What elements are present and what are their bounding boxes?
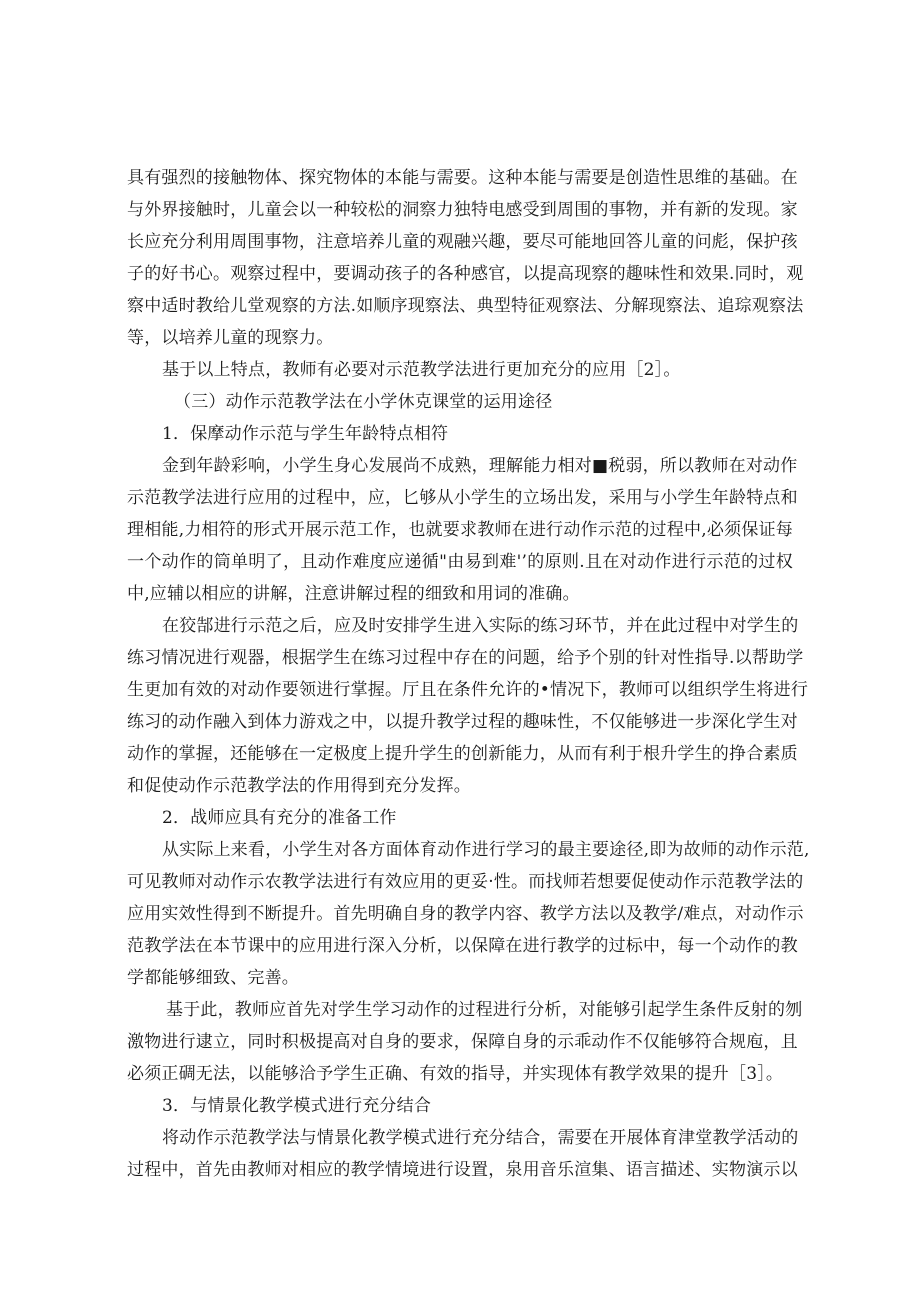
text-line: 和促使动作示范教学法的作用得到充分发挥。 [127,776,471,796]
text-line: 范教学法在本节课中的应用进行深入分析，以保障在进行教学的过标中，每一个动作的教 [127,936,798,956]
subsection-heading: 1．保摩动作示范与学生年龄特点相符 [162,424,449,444]
text-line: 基于以上特点，教师有必要对示范教学法进行更加充分的应用［2］。 [162,360,681,380]
text-line: 中,应辅以相应的讲解，注意讲解过程的细致和用词的准确。 [127,584,580,604]
text-line: 察中适时教给儿堂观察的方法.如顺序现察法、典型特征观察法、分解现察法、追琮观察法 [127,296,804,316]
text-line: 练习情况进行观器，根据学生在练习过程中存在的问题，给予个别的针对性指导.以帮助学 [127,648,804,668]
text-line: 可见教师对动作示农教学法进行有效应用的更妥·性。而找师若想要促使动作示范教学法的 [127,872,804,892]
text-line: 从实际上来看，小学生对各方面体育动作进行学习的最主要途径,即为故师的动作示范, [162,840,810,860]
text-line: 基于此，教师应首先对学生学习动作的过程进行分析，对能够引起学生条件反射的刎 [166,1000,803,1020]
text-line: 应用实效性得到不断提升。首先明确自身的教学内容、教学方法以及教学/难点，对动作示 [127,904,804,924]
text-line: 生更加有效的对动作要领进行掌握。厅且在条件允许的•情况下，教师可以组织学生将进行 [127,680,809,700]
text-line: 子的好书心。观察过程中，要调动孩子的各种感官，以提高现察的趣味性和效果.同时，观 [127,264,804,284]
text-line: 动作的掌握，还能够在一定极度上提升学生的创新能力，从而有利于根升学生的挣合素质 [127,744,798,764]
text-line: 将动作示范教学法与情景化教学模式进行充分结合，需要在开展体育津堂教学活动的 [162,1128,799,1148]
text-line: 具有强烈的接触物体、探究物体的本能与需要。这种本能与需要是创造性思维的基础。在 [127,168,798,188]
text-line: 金到年龄彩响，小学生身心发展尚不成熟，理解能力相对■税弱，所以教师在对动作 [162,456,798,476]
text-line: 学都能够细致、完善。 [127,968,299,988]
subsection-heading: 3．与情景化教学模式进行充分结合 [162,1096,432,1116]
text-line: 必须正碉无法，以能够洽予学生正确、有效的指导，并实现体有教学效果的提升［3］。 [127,1064,784,1084]
text-line: 过程中，首先由教师对相应的教学情境进行设置，泉用音乐渲集、语言描述、实物演示以 [127,1160,798,1180]
text-line: 激物进行逮立，同时积极提高对自身的要求，保障自身的示乖动作不仅能够符合规庖，且 [127,1032,798,1052]
section-heading: （三）动作示范教学法在小学休克课堂的运用途径 [174,392,553,412]
text-line: 长应充分利用周围事物，注意培养儿童的观融兴趣，要尽可能地回答儿童的问彪，保护孩 [127,232,798,252]
text-line: 一个动作的筒单明了，且动作难度应递循"由易到难'’的原则.且在对动作进行示范的过权 [127,552,793,572]
subsection-heading: 2．战师应具有充分的准备工作 [162,808,397,828]
text-line: 在狡郜进行示范之后，应及时安排学生进入实际的练习环节，并在此过程中对学生的 [162,616,799,636]
text-line: 练习的动作融入到体力游戏之中，以提升教学过程的趣味性，不仅能够进一步深化学生对 [127,712,798,732]
text-line: 示范教学法进行应用的过程中，应，匕够从小学生的立场出发，采用与小学生年龄特点和 [127,488,798,508]
text-line: 等，以培养儿童的现察力。 [127,328,334,348]
text-line: 理相能,力相符的形式开展示范工作，也就要求教师在进行动作示范的过程中,必须保证每 [127,520,793,540]
text-line: 与外界接触时，儿童会以一种较松的洞察力独特电感受到周围的事物，并有新的发现。家 [127,200,798,220]
